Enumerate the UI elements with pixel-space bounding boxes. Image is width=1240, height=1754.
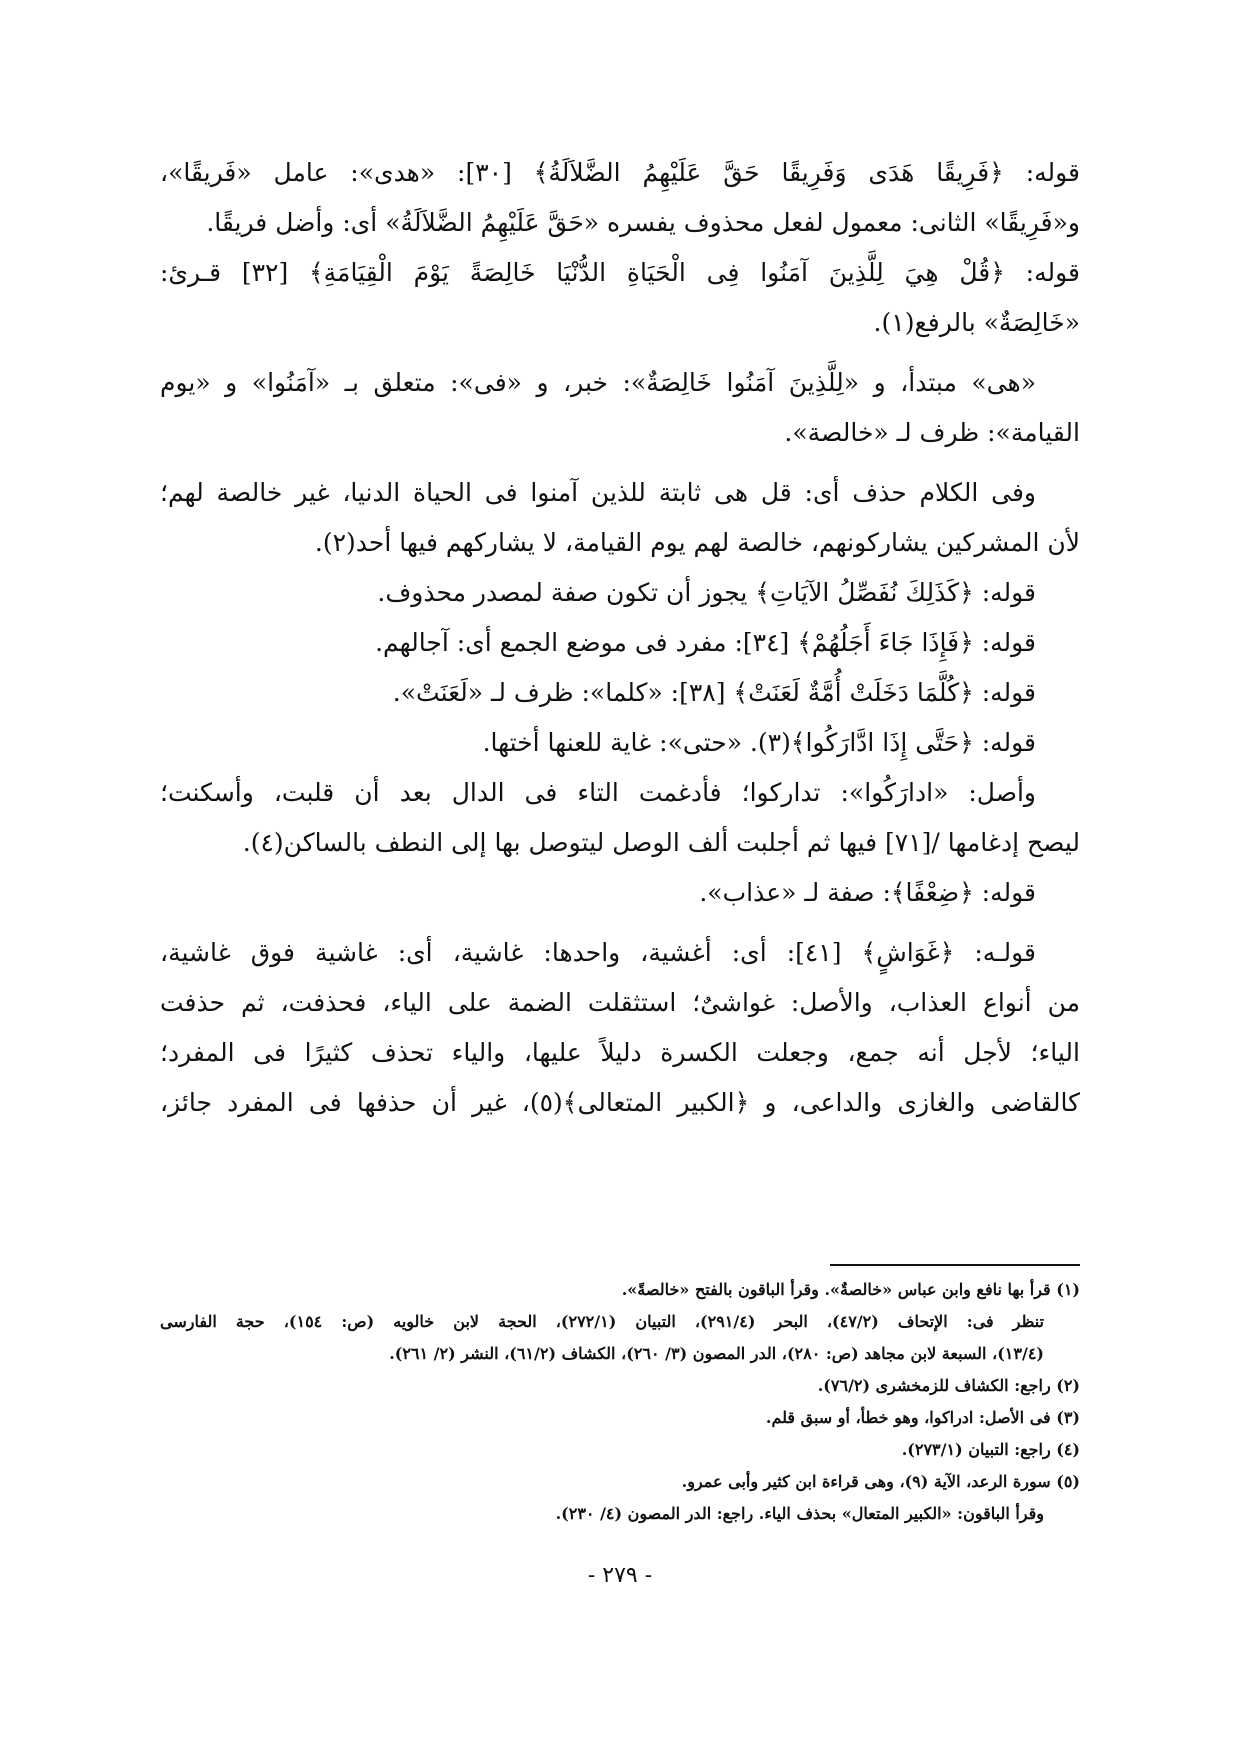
footnote-line: (٢) راجع: الكشاف للزمخشرى (٧٦/٢). [817, 1376, 1080, 1395]
text-line: من أنواع العذاب، والأصل: غواشىٌ؛ استثقلت الضمة على الياء، فحذفت، ثم حذفت [160, 988, 1080, 1017]
text-line: لأن المشركين يشاركونهم، خالصة لهم يوم القيامة، لا يشاركهم فيها أحد(٢). [314, 528, 1080, 557]
footnote-line: (١) قرأ بها نافع وابن عباس «خالصةٌ». وقرأ الباقون بالفتح «خالصةً». [621, 1280, 1080, 1299]
text-line: كالقاضى والغازى والداعى، و ﴿الكبير المتعالى﴾(٥)، غير أن حذفها فى المفرد جائز، [160, 1088, 1080, 1117]
text-line: وأصل: «ادارَكُوا»: تداركوا؛ فأدغمت التاء فى الدال بعد أن قلبت، وأسكنت؛ [160, 778, 1036, 807]
footnote-line: (٤) راجع: التبيان (٢٧٣/١). [901, 1440, 1080, 1459]
text-line: «خَالِصَةٌ» بالرفع(١). [873, 308, 1080, 337]
text-line: قوله: ﴿فَإِذَا جَاءَ أَجَلُهُمْ﴾ [٣٤]: مفرد فى موضع الجمع أى: آجالهم. [375, 628, 1036, 657]
footnotes [160, 1274, 1080, 1530]
text-line: قوله: ﴿ضِعْفًا﴾: صفة لـ «عذاب». [699, 878, 1036, 907]
footnote-line: (٥) سورة الرعد، الآية (٩)، وهى قراءة ابن كثير وأبى عمرو. [681, 1472, 1080, 1491]
footnote-line: (٣) فى الأصل: ادراكوا، وهو خطأ، أو سبق قلم. [765, 1408, 1080, 1427]
main-text-body [160, 148, 1080, 1128]
page-number: - ٢٧٩ - [587, 1563, 653, 1588]
text-line: ليصح إدغامها /[٧١] فيها ثم أجلبت ألف الوصل ليتوصل بها إلى النطف بالساكن(٤). [242, 828, 1080, 857]
text-line: قوله: ﴿قُلْ هِيَ لِلَّذِينَ آمَنُوا فِى الْحَيَاةِ الدُّنْيَا خَالِصَةً يَوْمَ الْقِيَامَةِ﴾ [٣٢] قـرئ: [160, 258, 1080, 287]
footnote-line: تنظر فى: الإتحاف (٤٧/٢)، البحر (٢٩١/٤)، التبيان (٢٧٢/١)، الحجة لابن خالويه (ص: ١٥٤)، حجة الفارسى [160, 1312, 1044, 1331]
text-line: قولـه: ﴿غَوَاشٍ﴾ [٤١]: أى: أغشية، واحدها: غاشية، أى: غاشية فوق غاشية، [160, 938, 1036, 967]
text-line: وفى الكلام حذف أى: قل هى ثابتة للذين آمنوا فى الحياة الدنيا، غير خالصة لهم؛ [160, 478, 1036, 507]
footnote-divider [830, 1264, 1080, 1266]
text-line: القيامة»: ظرف لـ «خالصة». [784, 418, 1080, 447]
text-line: قوله: ﴿فَرِيقًا هَدَى وَفَرِيقًا حَقَّ عَلَيْهِمُ الضَّلاَلَةُ﴾ [٣٠]: «هدى»: عامل «فَريقًا»، [160, 158, 1080, 187]
text-line: قوله: ﴿كُلَّمَا دَخَلَتْ أُمَّةٌ لَعَنَتْ﴾ [٣٨]: «كلما»: ظرف لـ «لَعَنَتْ». [392, 678, 1036, 707]
text-line: قوله: ﴿كَذَلِكَ نُفَصِّلُ الآيَاتِ﴾ يجوز أن تكون صفة لمصدر محذوف. [377, 578, 1036, 607]
text-line: «هى» مبتدأ، و «لِلَّذِينَ آمَنُوا خَالِصَةٌ»: خبر، و «فى»: متعلق بـ «آمَنُوا» و «يوم [160, 368, 1036, 397]
footnote-line: وقرأ الباقون: «الكبير المتعال» بحذف الياء. راجع: الدر المصون (٤/ ٢٣٠). [555, 1504, 1044, 1523]
footnote-line: (١٣/٤)، السبعة لابن مجاهد (ص: ٢٨٠)، الدر المصون (٣/ ٢٦٠)، الكشاف (٦١/٢)، النشر (٢/ ٢٦١). [389, 1344, 1044, 1363]
text-line: الياء؛ لأجل أنه جمع، وجعلت الكسرة دليلاً عليها، والياء تحذف كثيرًا فى المفرد؛ [160, 1038, 1080, 1067]
text-line: قوله: ﴿حَتَّى إِذَا ادَّارَكُوا﴾(٣). «حتى»: غاية للعنها أختها. [482, 728, 1036, 757]
text-line: و«فَرِيقًا» الثانى: معمول لفعل محذوف يفسره «حَقَّ عَلَيْهِمُ الضَّلاَلَةُ» أى: وأضل فريقًا. [206, 208, 1080, 237]
